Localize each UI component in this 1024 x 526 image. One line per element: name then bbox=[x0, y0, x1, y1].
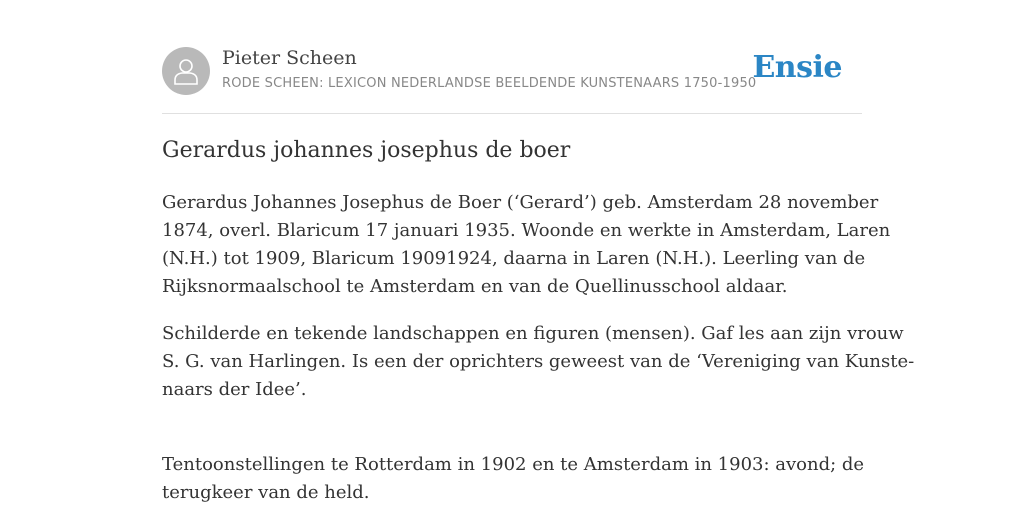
paragraph-line: Tentoonstellingen te Rotterdam in 1902 en te Amsterdam in 1903: avond; de bbox=[162, 454, 865, 475]
source-title[interactable]: RODE SCHEEN: LEXICON NEDERLANDSE BEELDENDE KUNSTENAARS 1750-1950 bbox=[222, 76, 757, 91]
article-body bbox=[162, 189, 915, 526]
author-avatar[interactable] bbox=[162, 47, 210, 95]
paragraph-spacer bbox=[162, 404, 866, 432]
article-header bbox=[162, 46, 862, 114]
author-name[interactable]: Pieter Scheen bbox=[222, 47, 357, 69]
paragraph-line: terugkeer van de held. bbox=[162, 482, 370, 503]
paragraph-line: Schilderde en tekende landschappen en figuren (mensen). Gaf les aan zijn vrouw bbox=[162, 323, 904, 344]
paragraph-line: naars der Idee’. bbox=[162, 379, 307, 400]
paragraph-1 bbox=[162, 189, 891, 301]
user-icon bbox=[174, 57, 198, 85]
paragraph-line: Rijksnormaalschool te Amsterdam en van de Quellinusschool aldaar. bbox=[162, 276, 788, 297]
article-title: Gerardus johannes josephus de boer bbox=[162, 138, 571, 163]
paragraph-2 bbox=[162, 320, 915, 432]
paragraph-line: (N.H.) tot 1909, Blaricum 19091924, daarna in Laren (N.H.). Leerling van de bbox=[162, 248, 866, 269]
paragraph-line: Gerardus Johannes Josephus de Boer (‘Gerard’) geb. Amsterdam 28 november bbox=[162, 192, 879, 213]
ensie-logo[interactable]: Ensie bbox=[752, 50, 842, 85]
paragraph-line: 1874, overl. Blaricum 17 januari 1935. Woonde en werkte in Amsterdam, Laren bbox=[162, 220, 891, 241]
paragraph-line: S. G. van Harlingen. Is een der oprichters geweest van de ‘Vereniging van Kunste- bbox=[162, 351, 915, 372]
paragraph-3 bbox=[162, 451, 866, 507]
